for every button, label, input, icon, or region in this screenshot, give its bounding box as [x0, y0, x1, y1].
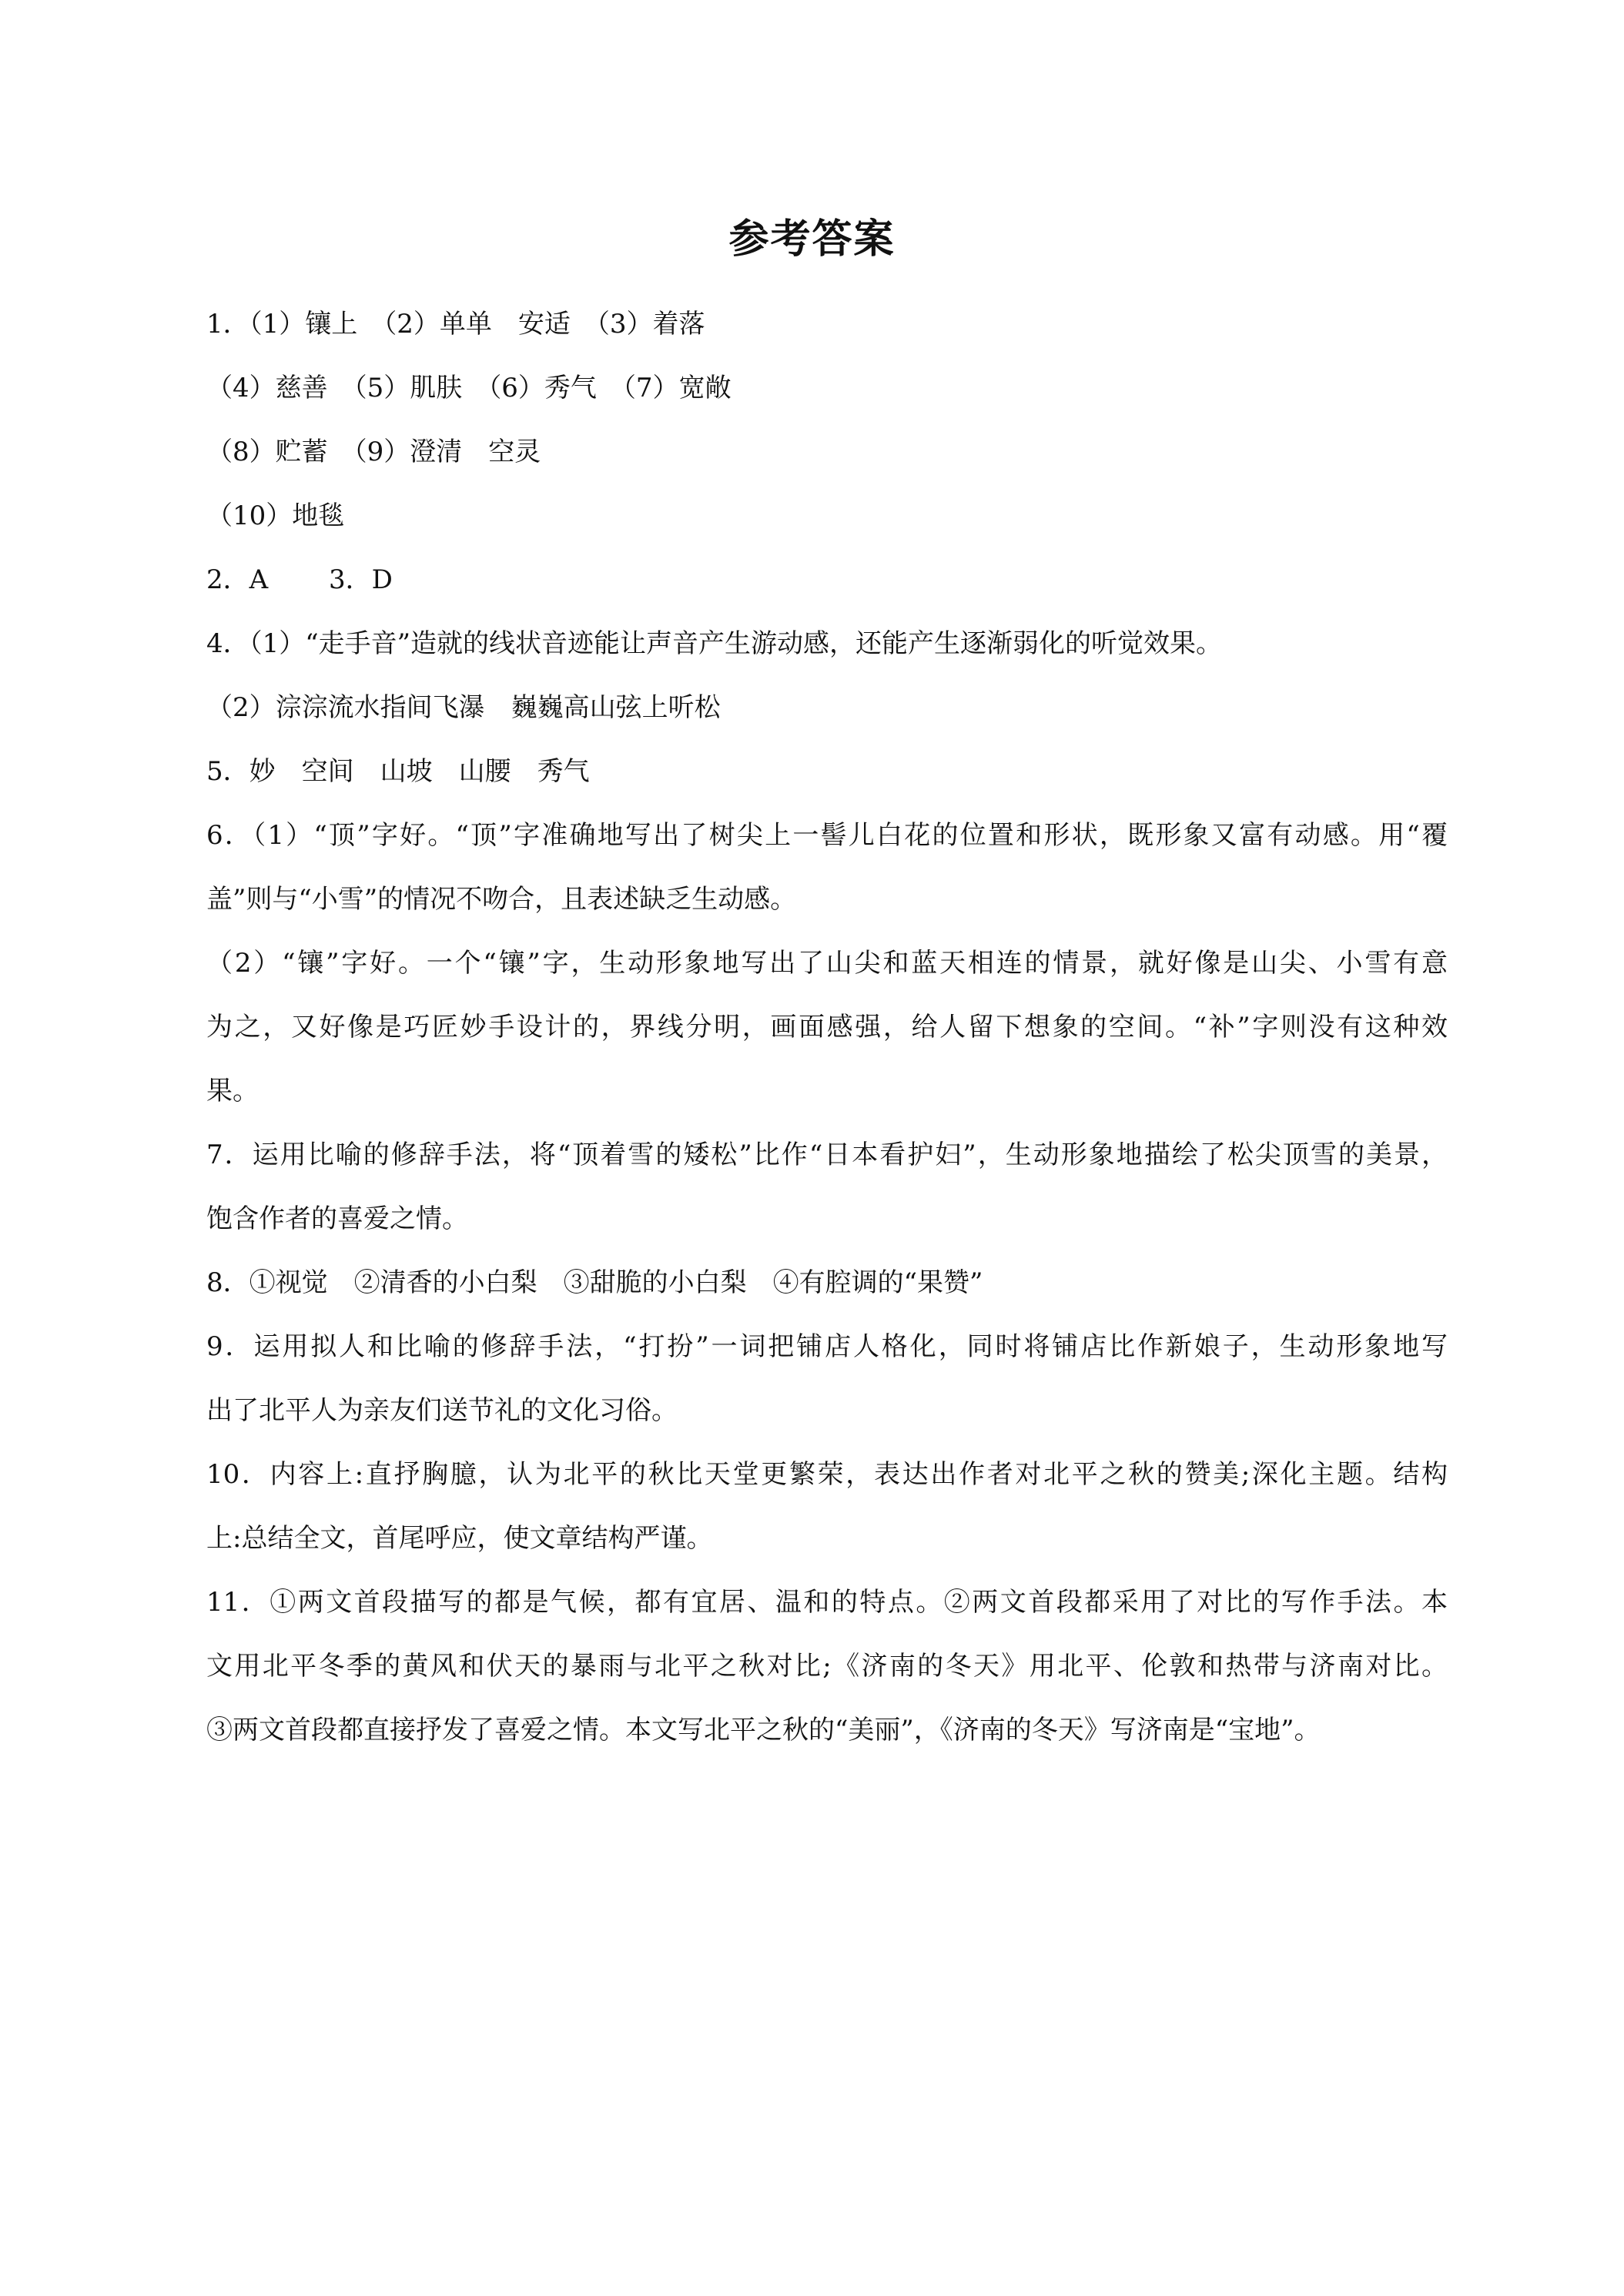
answer-line: 8．①视觉 ②清香的小白梨 ③甜脆的小白梨 ④有腔调的“果赞” — [206, 1267, 983, 1298]
answer-line: 4．（1）“走手音”造就的线状音迹能让声音产生游动感，还能产生逐渐弱化的听觉效果。 — [206, 628, 1223, 659]
answer-line: （4）慈善 （5）肌肤 （6）秀气 （7）宽敞 — [206, 373, 732, 403]
answer-line: 果。 — [206, 1076, 259, 1106]
answer-line: 出了北平人为亲友们送节礼的文化习俗。 — [206, 1395, 678, 1426]
answer-line: 9．运用拟人和比喻的修辞手法，“打扮”一词把铺店人格化，同时将铺店比作新娘子，生动形象地写 — [206, 1331, 1448, 1362]
answer-line: 盖”则与“小雪”的情况不吻合，且表述缺乏生动感。 — [206, 884, 797, 915]
page-title: 参考答案 — [728, 216, 896, 263]
answer-line: （2）淙淙流水指间飞瀑 巍巍高山弦上听松 — [206, 692, 721, 723]
answer-line: 上:总结全文，首尾呼应，使文章结构严谨。 — [206, 1523, 713, 1554]
answer-line: 为之，又好像是巧匠妙手设计的，界线分明，画面感强，给人留下想象的空间。“补”字则没有这种效 — [206, 1012, 1448, 1043]
answer-line: 文用北平冬季的黄风和伏天的暴雨与北平之秋对比;《济南的冬天》用北平、伦敦和热带与济南对比。 — [206, 1651, 1448, 1682]
answer-line: 7．运用比喻的修辞手法，将“顶着雪的矮松”比作“日本看护妇”，生动形象地描绘了松尖顶雪的美景， — [206, 1140, 1448, 1170]
answer-line: ③两文首段都直接抒发了喜爱之情。本文写北平之秋的“美丽”，《济南的冬天》写济南是“宝地”。 — [206, 1715, 1321, 1745]
answer-line: 11．①两文首段描写的都是气候，都有宜居、温和的特点。②两文首段都采用了对比的写作手法。本 — [206, 1587, 1448, 1618]
answer-line: （10）地毯 — [206, 500, 345, 531]
answer-line: 1．（1）镶上 （2）单单 安适 （3）着落 — [206, 309, 705, 340]
answer-line: 6．（1）“顶”字好。“顶”字准确地写出了树尖上一髻儿白花的位置和形状，既形象又富有动感。用“覆 — [206, 820, 1448, 851]
answer-line: （8）贮蓄 （9）澄清 空灵 — [206, 437, 541, 467]
answer-line: 10．内容上:直抒胸臆，认为北平的秋比天堂更繁荣，表达出作者对北平之秋的赞美;深化主题。结构 — [206, 1459, 1448, 1490]
answer-body — [206, 293, 1448, 1762]
answer-line: 5．妙 空间 山坡 山腰 秀气 — [206, 756, 590, 787]
answer-line: 饱含作者的喜爱之情。 — [206, 1203, 468, 1234]
answer-line: （2）“镶”字好。一个“镶”字，生动形象地写出了山尖和蓝天相连的情景，就好像是山尖、小雪有意 — [206, 948, 1448, 979]
answer-line: 2．A 3．D — [206, 564, 393, 595]
